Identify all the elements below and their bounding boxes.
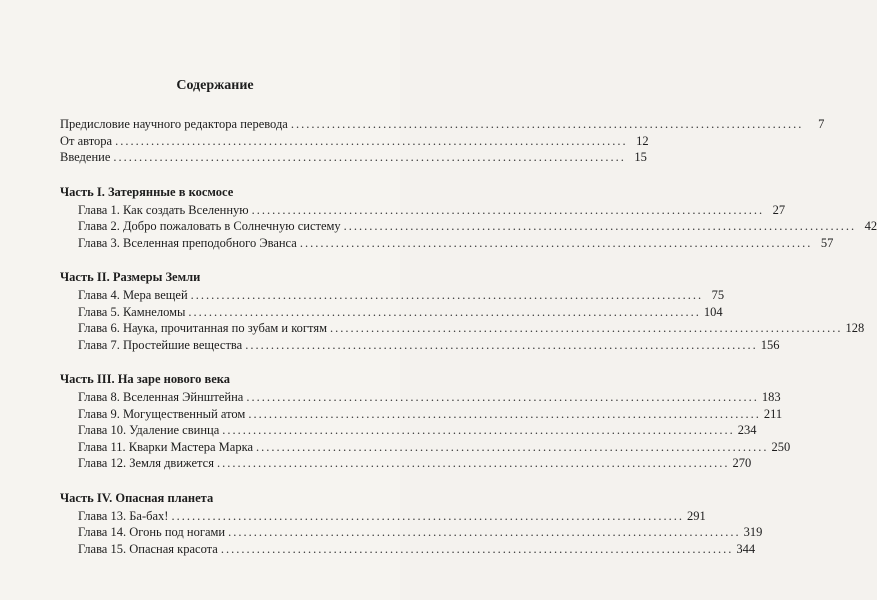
front-matter-list bbox=[60, 116, 825, 166]
toc-entry bbox=[60, 455, 752, 472]
leader-dots: .................................................................................................... bbox=[115, 133, 628, 148]
toc-entry bbox=[60, 389, 781, 406]
toc-entry-page: 156 bbox=[760, 337, 780, 352]
toc-entry bbox=[60, 116, 825, 133]
toc-entry bbox=[60, 320, 865, 337]
toc-entry-label: Глава 7. Простейшие вещества bbox=[78, 337, 243, 352]
toc-entry-page: 75 bbox=[711, 288, 725, 302]
toc-entry bbox=[60, 149, 647, 166]
toc-entry bbox=[60, 524, 763, 541]
toc-entry-label: Глава 4. Мера вещей bbox=[78, 288, 188, 302]
toc-entry-label: Глава 10. Удаление свинца bbox=[78, 423, 220, 437]
leader-dots: .................................................................................................... bbox=[113, 150, 626, 164]
toc-entry-page: 211 bbox=[763, 406, 783, 421]
part-section bbox=[60, 490, 763, 558]
part-section bbox=[60, 269, 865, 353]
toc-entry-page: 42 bbox=[864, 219, 877, 233]
leader-dots: .................................................................................................... bbox=[190, 288, 704, 302]
part-heading: Часть IV. Опасная планета bbox=[60, 490, 214, 505]
toc-entry-page: 234 bbox=[737, 423, 757, 437]
toc-entry bbox=[60, 304, 723, 321]
leader-dots: .................................................................................................... bbox=[188, 304, 701, 319]
leader-dots: .................................................................................................... bbox=[299, 235, 813, 250]
toc-entry-label: Глава 3. Вселенная преподобного Эванса bbox=[78, 235, 297, 250]
part-section bbox=[60, 371, 791, 472]
leader-dots: .................................................................................................... bbox=[220, 541, 734, 556]
toc-entry-label: Глава 5. Камнеломы bbox=[78, 304, 186, 319]
toc-entry-label: Глава 15. Опасная красота bbox=[78, 541, 218, 556]
leader-dots: .................................................................................................... bbox=[256, 439, 769, 454]
toc-entry-page: 250 bbox=[771, 439, 791, 454]
toc-entry bbox=[60, 337, 780, 354]
leader-dots: .................................................................................................... bbox=[171, 508, 684, 523]
toc-entry-page: 104 bbox=[703, 304, 723, 319]
leader-dots: .................................................................................................... bbox=[343, 219, 857, 233]
toc-entry-label: Глава 12. Земля движется bbox=[78, 456, 214, 470]
part-heading: Часть I. Затерянные в космосе bbox=[60, 184, 234, 199]
toc-entry-label: Предисловие научного редактора перевода bbox=[60, 117, 288, 131]
toc-entry-label: Глава 6. Наука, прочитанная по зубам и когтям bbox=[78, 321, 328, 335]
toc-entry-page: 344 bbox=[736, 541, 756, 556]
toc-entry bbox=[60, 235, 834, 252]
part-heading: Часть II. Размеры Земли bbox=[60, 270, 201, 284]
toc-entry-label: Глава 13. Ба-бах! bbox=[78, 508, 169, 523]
toc-entry-page: 183 bbox=[761, 390, 781, 404]
leader-dots: .................................................................................................... bbox=[330, 321, 843, 335]
toc-entry-page: 319 bbox=[743, 525, 763, 539]
toc-entry-page: 291 bbox=[686, 508, 706, 523]
toc-entry bbox=[60, 287, 725, 304]
part-heading: Часть III. На заре нового века bbox=[60, 372, 231, 386]
toc-entry bbox=[60, 422, 757, 439]
toc-entry-label: Глава 1. Как создать Вселенную bbox=[78, 202, 249, 217]
toc-entry-page: 270 bbox=[732, 456, 752, 470]
table-of-contents bbox=[60, 78, 877, 557]
leader-dots: .................................................................................................... bbox=[248, 406, 761, 421]
leader-dots: .................................................................................................... bbox=[216, 456, 730, 470]
toc-entry-label: Введение bbox=[60, 150, 111, 164]
toc-entry bbox=[60, 202, 786, 219]
toc-entry bbox=[60, 508, 706, 525]
toc-entry-label: Глава 11. Кварки Мастера Марка bbox=[78, 439, 254, 454]
toc-entry bbox=[60, 218, 877, 235]
leader-dots: .................................................................................................... bbox=[228, 525, 741, 539]
toc-entry-label: Глава 8. Вселенная Эйнштейна bbox=[78, 390, 244, 404]
leader-dots: .................................................................................................... bbox=[246, 390, 759, 404]
toc-entry-page: 57 bbox=[820, 235, 834, 250]
toc-entry-page: 7 bbox=[818, 117, 825, 131]
toc-entry bbox=[60, 133, 649, 150]
leader-dots: .................................................................................................... bbox=[222, 423, 735, 437]
page-title: Содержание bbox=[176, 78, 254, 93]
part-section bbox=[60, 184, 877, 252]
toc-entry-page: 15 bbox=[634, 150, 647, 164]
toc-entry bbox=[60, 439, 791, 456]
leader-dots: .................................................................................................... bbox=[290, 117, 804, 131]
toc-entry-page: 128 bbox=[845, 321, 865, 335]
toc-entry-label: Глава 9. Могущественный атом bbox=[78, 406, 246, 421]
toc-entry-label: Глава 14. Огонь под ногами bbox=[78, 525, 226, 539]
toc-entry bbox=[60, 541, 756, 558]
toc-entry-page: 12 bbox=[636, 133, 649, 148]
leader-dots: .................................................................................................... bbox=[245, 337, 758, 352]
leader-dots: .................................................................................................... bbox=[251, 202, 765, 217]
toc-entry-label: Глава 2. Добро пожаловать в Солнечную систему bbox=[78, 219, 341, 233]
toc-entry bbox=[60, 406, 783, 423]
toc-entry-page: 27 bbox=[772, 202, 786, 217]
toc-entry-label: От автора bbox=[60, 133, 113, 148]
